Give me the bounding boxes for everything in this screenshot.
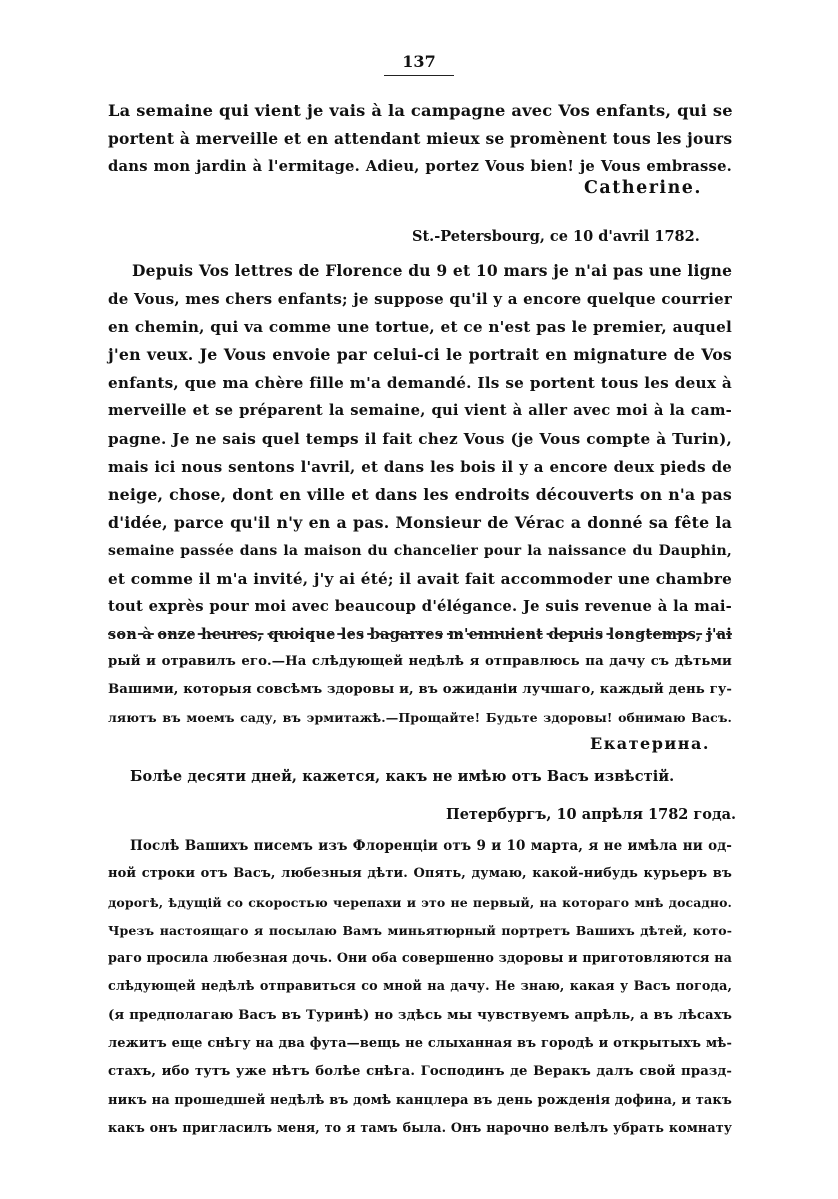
- text-line: ной строки отъ Васъ, любезныя дѣти. Опять, думаю, какой-нибудь курьеръ въ: [108, 866, 732, 882]
- text-line: merveille et se préparent la semaine, qui vient à aller avec moi à la cam-: [108, 402, 732, 419]
- text-line: Depuis Vos lettres de Florence du 9 et 10 mars je n'ai pas une ligne: [132, 261, 733, 280]
- text-line: de Vous, mes chers enfants; je suppose qu'il y a encore quelque courrier: [108, 290, 732, 308]
- text-line: слѣдующей недѣлѣ отправиться со мной на дачу. Не знаю, какая у Васъ погода,: [108, 979, 732, 995]
- section-divider: [108, 633, 732, 635]
- text-line: раго просила любезная дочь. Они оба совершенно здоровы и приготовляются на: [108, 951, 732, 967]
- text-line: Вашими, которыя совсѣмъ здоровы и, въ ожиданіи лучшаго, каждый день гу-: [108, 682, 732, 697]
- text-line: neige, chose, dont en ville et dans les endroits découverts on n'a pas: [108, 485, 732, 504]
- french-letter-2: [108, 257, 732, 649]
- page-number-rule: [384, 75, 454, 76]
- text-line: (я предполагаю Васъ въ Туринѣ) но здѣсь мы чувствуемъ апрѣль, а въ лѣсахъ: [108, 1007, 732, 1023]
- text-line: pagne. Je ne sais quel temps il fait chez Vous (je Vous compte à Turin),: [108, 430, 732, 448]
- russian-letter-1: [108, 648, 732, 732]
- text-line: ляютъ въ моемъ саду, въ эрмитажѣ.—Прощайте! Будьте здоровы! обнимаю Васъ.: [108, 710, 732, 725]
- text-line: et comme il m'a invité, j'y ai été; il avait fait accommoder une chambre: [108, 570, 732, 588]
- text-line: стахъ, ибо тутъ уже нѣтъ болѣе снѣга. Господинъ де Веракъ далъ свой празд-: [108, 1064, 732, 1080]
- text-line: portent à merveille et en attendant mieux se promènent tous les jours: [108, 129, 733, 148]
- french-dateline: St.-Petersbourg, ce 10 d'avril 1782.: [412, 228, 700, 245]
- page-number: 137: [402, 52, 436, 71]
- russian-letter-2: [108, 832, 732, 1143]
- text-line: La semaine qui vient je vais à la campagne avec Vos enfants, qui se: [108, 101, 733, 120]
- russian-signature: Екатерина.: [590, 734, 710, 753]
- text-line: какъ онъ пригласилъ меня, то я тамъ была. Онъ нарочно велѣлъ убрать комнату: [108, 1120, 732, 1136]
- french-signature: Catherine.: [584, 178, 703, 198]
- text-line: никъ на прошедшей недѣлѣ въ домѣ канцлера въ день рожденія дофина, и такъ: [108, 1092, 732, 1108]
- text-line: j'en veux. Je Vous envoie par celui-ci le portrait en mignature de Vos: [108, 345, 732, 364]
- text-line: d'idée, parce qu'il n'y en a pas. Monsieur de Vérac a donné sa fête la: [108, 513, 732, 532]
- text-line: рый и отравилъ его.—На слѣдующей недѣлѣ я отправлюсь па дачу съ дѣтьми: [108, 654, 732, 669]
- text-line: dans mon jardin à l'ermitage. Adieu, portez Vous bien! je Vous embrasse.: [108, 158, 732, 175]
- text-line: mais ici nous sentons l'avril, et dans les bois il y a encore deux pieds de: [108, 458, 732, 476]
- text-line: Чрезъ настоящаго я посылаю Вамъ миньятюрный портретъ Вашихъ дѣтей, кото-: [108, 922, 732, 938]
- russian-note: Болѣе десяти дней, кажется, какъ не имѣю отъ Васъ извѣстій.: [130, 768, 675, 785]
- text-line: дорогѣ, ѣдущій со скоростью черепахи и это не первый, на котораго мнѣ досадно.: [108, 894, 732, 910]
- text-line: son à onze heures, quoique les bagarres m'ennuient depuis longtemps, j'ai: [108, 626, 732, 643]
- russian-dateline: Петербургъ, 10 апрѣля 1782 года.: [446, 806, 737, 823]
- text-line: Послѣ Вашихъ писемъ изъ Флоренціи отъ 9 и 10 марта, я не имѣла ни од-: [130, 838, 732, 854]
- french-letter-1: [108, 97, 732, 181]
- text-line: en chemin, qui va comme une tortue, et ce n'est pas le premier, auquel: [108, 318, 732, 336]
- text-line: лежитъ еще снѣгу на два фута—вещь не слыханная въ городѣ и открытыхъ мѣ-: [108, 1036, 732, 1052]
- text-line: semaine passée dans la maison du chancelier pour la naissance du Dauphin,: [108, 543, 732, 559]
- text-line: enfants, que ma chère fille m'a demandé. Ils se portent tous les deux à: [108, 374, 732, 392]
- text-line: tout exprès pour moi avec beaucoup d'élégance. Je suis revenue à la mai-: [108, 598, 732, 615]
